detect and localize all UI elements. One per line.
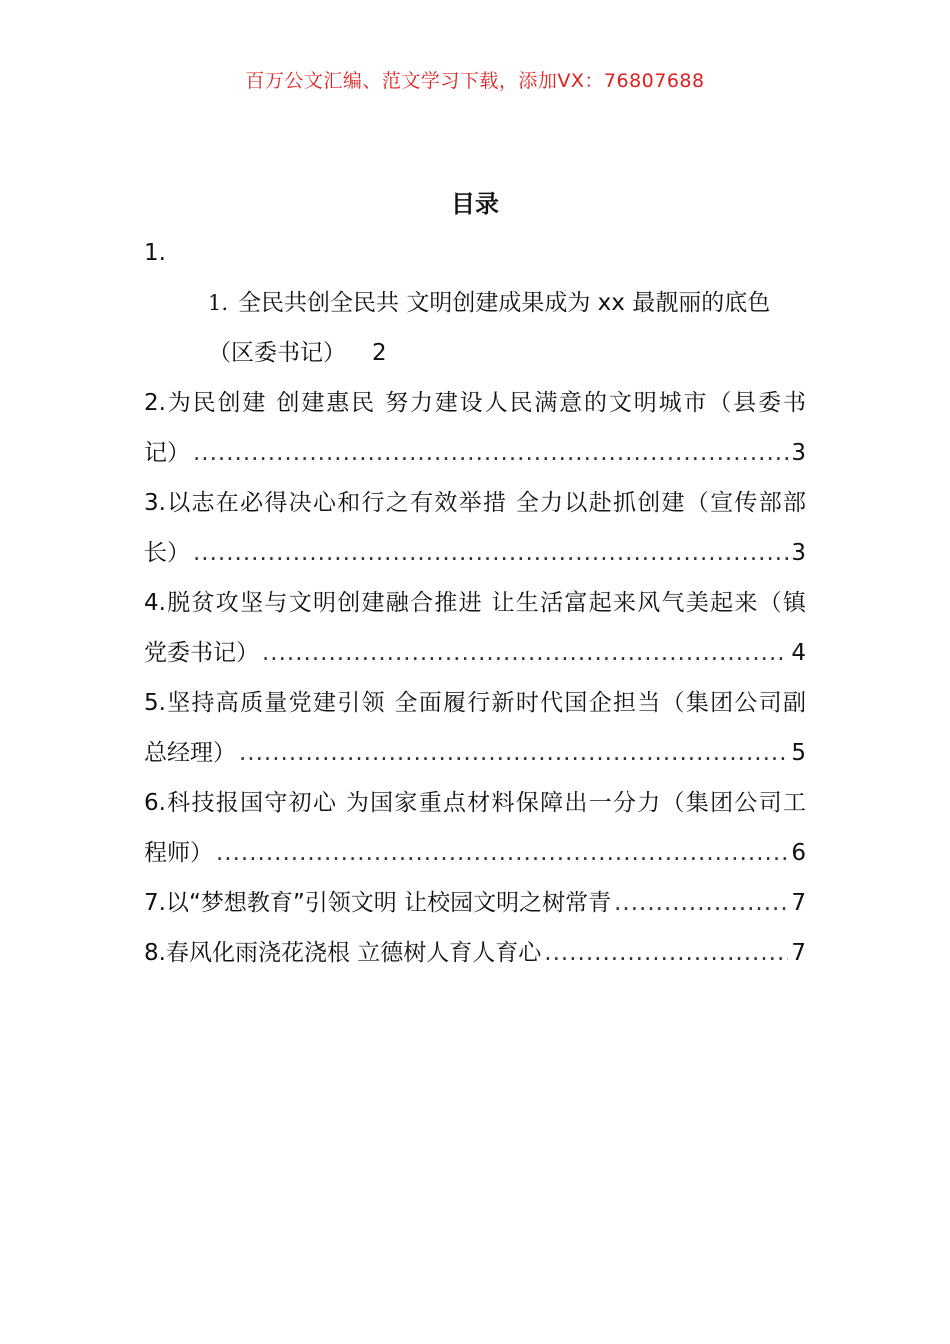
toc-subitem-1-cont[interactable] <box>144 328 806 378</box>
toc-item-cont <box>144 528 806 578</box>
toc-item-6[interactable] <box>144 778 806 878</box>
toc-item-number: 1. <box>144 240 166 266</box>
toc-item-text-cont: 记） <box>144 440 190 466</box>
toc-title: 目录 <box>451 190 499 218</box>
toc-leader-dots <box>239 728 788 778</box>
toc-leader-dots <box>193 528 788 578</box>
toc-item-text: 3.以志在必得决心和行之有效举措 全力以赴抓创建（宣传部部 <box>144 490 806 516</box>
toc-item-cont <box>144 828 806 878</box>
toc-item-text: 7.以“梦想教育”引领文明 让校园文明之树常青 <box>144 890 612 916</box>
toc-page-number: 3 <box>791 440 806 466</box>
toc-page-number: 6 <box>791 840 806 866</box>
toc-subitem-number: 1. <box>208 291 229 315</box>
toc-item-cont <box>144 728 806 778</box>
toc-item-text: 8.春风化雨浇花浇根 立德树人育人育心 <box>144 940 542 966</box>
toc-leader-dots <box>544 928 788 978</box>
toc-item-1-number <box>144 228 806 278</box>
toc-item-text: 4.脱贫攻坚与文明创建融合推进 让生活富起来风气美起来（镇 <box>144 590 806 616</box>
toc-item-2[interactable] <box>144 378 806 478</box>
toc-page-number: 7 <box>791 890 806 916</box>
toc-leader-dots <box>262 628 788 678</box>
toc-page-number: 2 <box>372 340 387 366</box>
toc-item-4[interactable] <box>144 578 806 678</box>
toc-item-cont <box>144 428 806 478</box>
toc-leader-dots <box>614 878 788 928</box>
toc-leader-dots <box>216 828 788 878</box>
toc-leader-dots <box>193 428 788 478</box>
toc-page-number: 3 <box>791 540 806 566</box>
toc-item-3[interactable] <box>144 478 806 578</box>
table-of-contents <box>144 228 806 978</box>
toc-item-text: 6.科技报国守初心 为国家重点材料保障出一分力（集团公司工 <box>144 790 806 816</box>
toc-item-8[interactable] <box>144 928 806 978</box>
toc-page-number: 5 <box>791 740 806 766</box>
toc-item-cont <box>144 628 806 678</box>
toc-item-text-cont: 长） <box>144 540 190 566</box>
toc-item-text-cont: 党委书记） <box>144 640 259 666</box>
toc-subitem-1[interactable] <box>144 278 806 328</box>
toc-page-number: 7 <box>791 940 806 966</box>
toc-item-text: 5.坚持高质量党建引领 全面履行新时代国企担当（集团公司副 <box>144 690 806 716</box>
toc-item-text-cont: 总经理） <box>144 740 236 766</box>
toc-item-7[interactable] <box>144 878 806 928</box>
toc-item-text: 2.为民创建 创建惠民 努力建设人民满意的文明城市（县委书 <box>144 390 806 416</box>
toc-subitem-text-cont: （区委书记） <box>208 340 346 366</box>
toc-item-text-cont: 程师） <box>144 840 213 866</box>
toc-item-5[interactable] <box>144 678 806 778</box>
toc-page-number: 4 <box>791 640 806 666</box>
toc-subitem-text: 全民共创全民共 文明创建成果成为 xx 最靓丽的底色 <box>238 290 771 316</box>
header-banner: 百万公文汇编、范文学习下载，添加VX：76807688 <box>245 70 705 92</box>
